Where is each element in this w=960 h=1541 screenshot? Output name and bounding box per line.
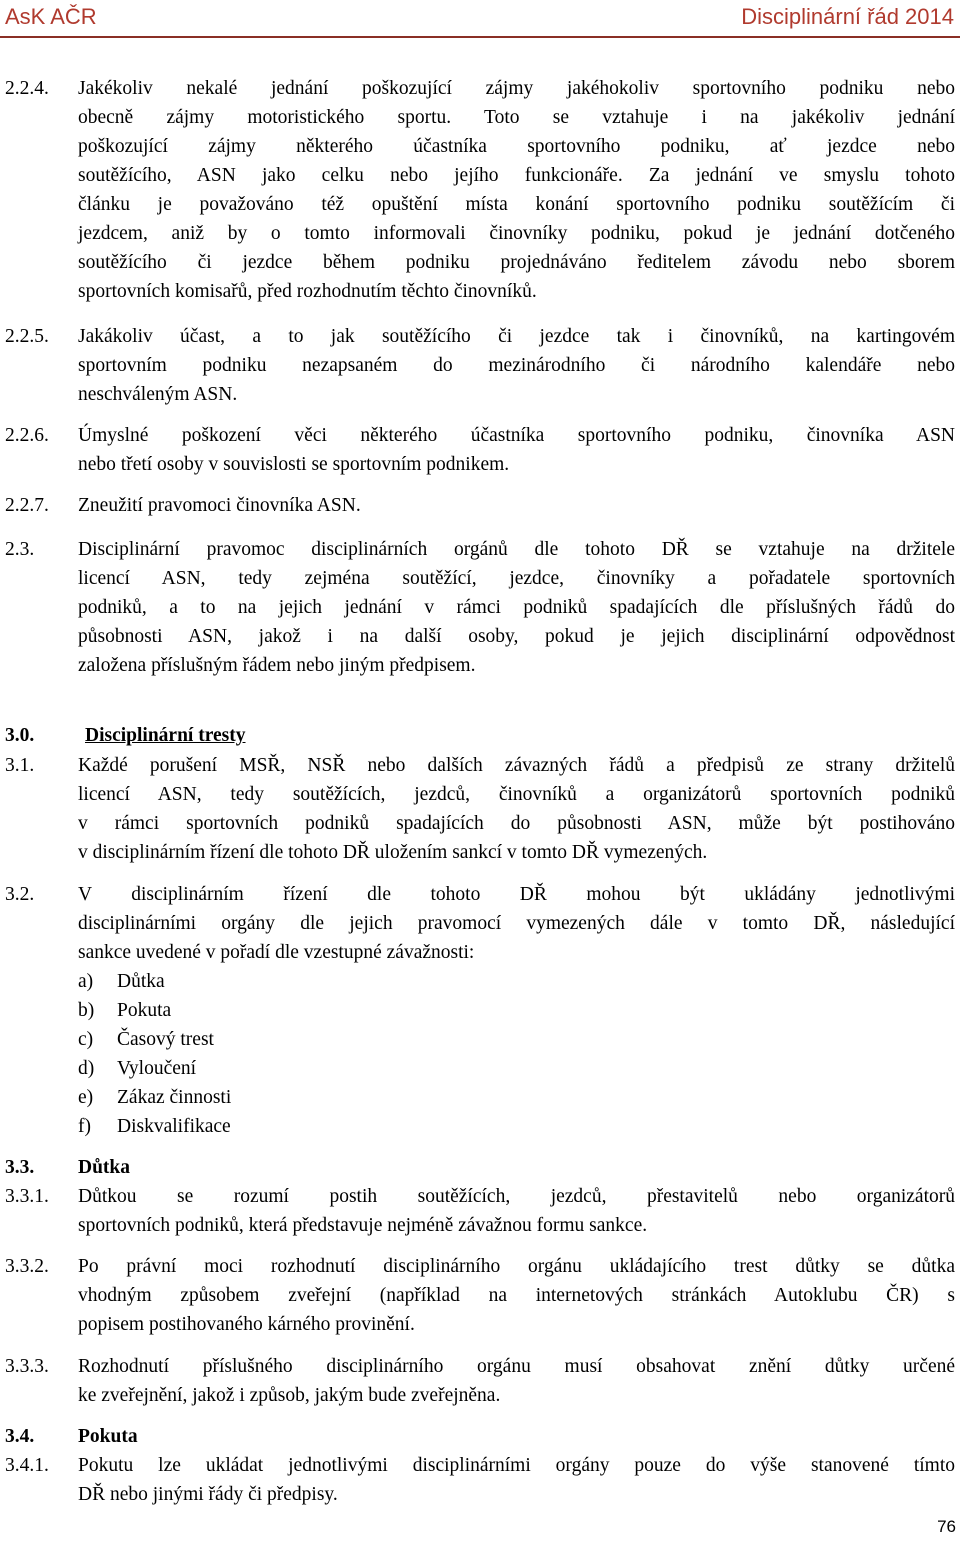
- list-item: [5, 1025, 955, 1054]
- list-letter: e): [78, 1087, 94, 1108]
- section-3-3-2: [5, 1252, 955, 1339]
- section-number: 2.3.: [5, 539, 35, 560]
- section-number: 3.1.: [5, 755, 35, 776]
- paragraph-line: licencí ASN, tedy soutěžících, jezdců, činovníků a organizátorů sportovních podniků: [78, 784, 955, 805]
- paragraph-line: jezdcem, aniž by o tomto informovali činovníky podniku, pokud je jednání dotčeného: [78, 223, 955, 244]
- list-text: Časový trest: [117, 1029, 214, 1050]
- list-item: [5, 1083, 955, 1112]
- paragraph-line: Jakékoliv nekalé jednání poškozující zájmy jakéhokoliv sportovního podniku nebo: [78, 78, 955, 99]
- list-text: Důtka: [117, 971, 165, 992]
- paragraph-line: založena příslušným řádem nebo jiným předpisem.: [78, 655, 476, 676]
- paragraph-line: Disciplinární pravomoc disciplinárních orgánů dle tohoto DŘ se vztahuje na držitele: [78, 539, 955, 560]
- paragraph-line: Pokutu lze ukládat jednotlivými disciplinárními orgány pouze do výše stanovené tímto: [78, 1455, 955, 1476]
- paragraph-line: disciplinárními orgány dle jejich pravomocí vymezených dále v tomto DŘ, následující: [78, 913, 955, 934]
- paragraph-line: Jakákoliv účast, a to jak soutěžícího či jezdce tak i činovníků, na kartingovém: [78, 326, 955, 347]
- list-text: Zákaz činnosti: [117, 1087, 232, 1108]
- paragraph-line: sportovních podniků, která představuje nejméně závažnou formu sankce.: [78, 1215, 648, 1236]
- section-3-0-heading: [5, 721, 955, 750]
- paragraph-line: Po právní moci rozhodnutí disciplinárního orgánu ukládajícího trest důtky se důtka: [78, 1256, 955, 1277]
- section-number: 3.3.1.: [5, 1186, 49, 1207]
- paragraph-line: ke zveřejnění, jakož i způsob, jakým bude zveřejněna.: [78, 1385, 501, 1406]
- paragraph-line: článku je považováno též opuštění místa konání sportovního podniku soutěžícím či: [78, 194, 955, 215]
- list-letter: f): [78, 1116, 91, 1137]
- section-number: 3.3.: [5, 1157, 35, 1178]
- list-item: [5, 967, 955, 996]
- section-2-3: [5, 535, 955, 680]
- paragraph-line: soutěžícího či jezdce během podniku projednáváno ředitelem závodu nebo sborem: [78, 252, 955, 273]
- list-letter: a): [78, 971, 94, 992]
- section-3-1: [5, 751, 955, 867]
- section-number: 3.0.: [5, 725, 35, 746]
- section-title: Disciplinární tresty: [85, 725, 246, 746]
- section-3-2: [5, 880, 955, 1141]
- header-rule: [0, 36, 960, 38]
- list-letter: c): [78, 1029, 94, 1050]
- section-number: 3.4.: [5, 1426, 35, 1447]
- paragraph-line: licencí ASN, tedy zejména soutěžící, jezdce, činovníky a pořadatele sportovních: [78, 568, 955, 589]
- section-number: 2.2.7.: [5, 495, 49, 516]
- section-3-4-1: [5, 1451, 955, 1509]
- paragraph-line: poškozující zájmy některého účastníka sportovního podniku, ať jezdce nebo: [78, 136, 955, 157]
- paragraph-line: sankce uvedené v pořadí dle vzestupné závažnosti:: [78, 942, 475, 963]
- list-item: [5, 1112, 955, 1141]
- header-org: AsK AČR: [5, 4, 97, 29]
- paragraph-line: působnosti ASN, jakož i na další osoby, pokud je jejich disciplinární odpovědnost: [78, 626, 955, 647]
- paragraph-line: Úmyslné poškození věci některého účastníka sportovního podniku, činovníka ASN: [78, 425, 955, 446]
- section-number: 3.3.2.: [5, 1256, 49, 1277]
- section-2-2-6: [5, 421, 955, 479]
- paragraph-line: podniků, a to na jejich jednání v rámci podniků spadajících dle příslušných řádů do: [78, 597, 955, 618]
- paragraph-line: neschváleným ASN.: [78, 384, 238, 405]
- section-3-4-heading: [5, 1422, 955, 1451]
- paragraph-line: DŘ nebo jinými řády či předpisy.: [78, 1484, 338, 1505]
- list-text: Vyloučení: [117, 1058, 197, 1079]
- header-doc-title: Disciplinární řád 2014: [741, 4, 954, 29]
- section-number: 2.2.5.: [5, 326, 49, 347]
- paragraph-line: soutěžícího, ASN jako celku nebo jejího funkcionáře. Za jednání ve smyslu tohoto: [78, 165, 955, 186]
- paragraph-line: popisem postihovaného kárného provinění.: [78, 1314, 415, 1335]
- section-2-2-5: [5, 322, 955, 409]
- paragraph-line: Důtkou se rozumí postih soutěžících, jezdců, přestavitelů nebo organizátorů: [78, 1186, 955, 1207]
- list-item: [5, 1054, 955, 1083]
- paragraph-line: vhodným způsobem zveřejní (například na internetových stránkách Autoklubu ČR) s: [78, 1285, 955, 1306]
- page-header: [0, 0, 960, 40]
- paragraph-line: v rámci sportovních podniků spadajících do působnosti ASN, může být postihováno: [78, 813, 955, 834]
- section-3-3-heading: [5, 1153, 955, 1182]
- list-letter: d): [78, 1058, 95, 1079]
- section-number: 2.2.4.: [5, 78, 49, 99]
- paragraph-line: nebo třetí osoby v souvislosti se sportovním podnikem.: [78, 454, 510, 475]
- paragraph-line: Zneužití pravomoci činovníka ASN.: [78, 495, 361, 516]
- section-3-3-1: [5, 1182, 955, 1240]
- paragraph-line: sportovních komisařů, před rozhodnutím těchto činovníků.: [78, 281, 537, 302]
- paragraph-line: v disciplinárním řízení dle tohoto DŘ uložením sankcí v tomto DŘ vymezených.: [78, 842, 708, 863]
- list-item: [5, 996, 955, 1025]
- section-title: Pokuta: [78, 1426, 138, 1447]
- section-3-3-3: [5, 1352, 955, 1410]
- paragraph-line: V disciplinárním řízení dle tohoto DŘ mohou být ukládány jednotlivými: [78, 884, 955, 905]
- list-text: Diskvalifikace: [117, 1116, 231, 1137]
- paragraph-line: Rozhodnutí příslušného disciplinárního orgánu musí obsahovat znění důtky určené: [78, 1356, 955, 1377]
- section-2-2-7: [5, 491, 955, 520]
- paragraph-line: obecně zájmy motoristického sportu. Toto se vztahuje i na jakékoliv jednání: [78, 107, 955, 128]
- list-text: Pokuta: [117, 1000, 172, 1021]
- section-number: 2.2.6.: [5, 425, 49, 446]
- section-title: Důtka: [78, 1157, 131, 1178]
- section-number: 3.2.: [5, 884, 35, 905]
- page-number: 76: [937, 1517, 956, 1536]
- paragraph-line: sportovním podniku nezapsaném do mezinárodního či národního kalendáře nebo: [78, 355, 955, 376]
- section-number: 3.4.1.: [5, 1455, 49, 1476]
- section-number: 3.3.3.: [5, 1356, 49, 1377]
- paragraph-line: Každé porušení MSŘ, NSŘ nebo dalších závazných řádů a předpisů ze strany držitelů: [78, 755, 955, 776]
- list-letter: b): [78, 1000, 95, 1021]
- section-2-2-4: [5, 74, 955, 306]
